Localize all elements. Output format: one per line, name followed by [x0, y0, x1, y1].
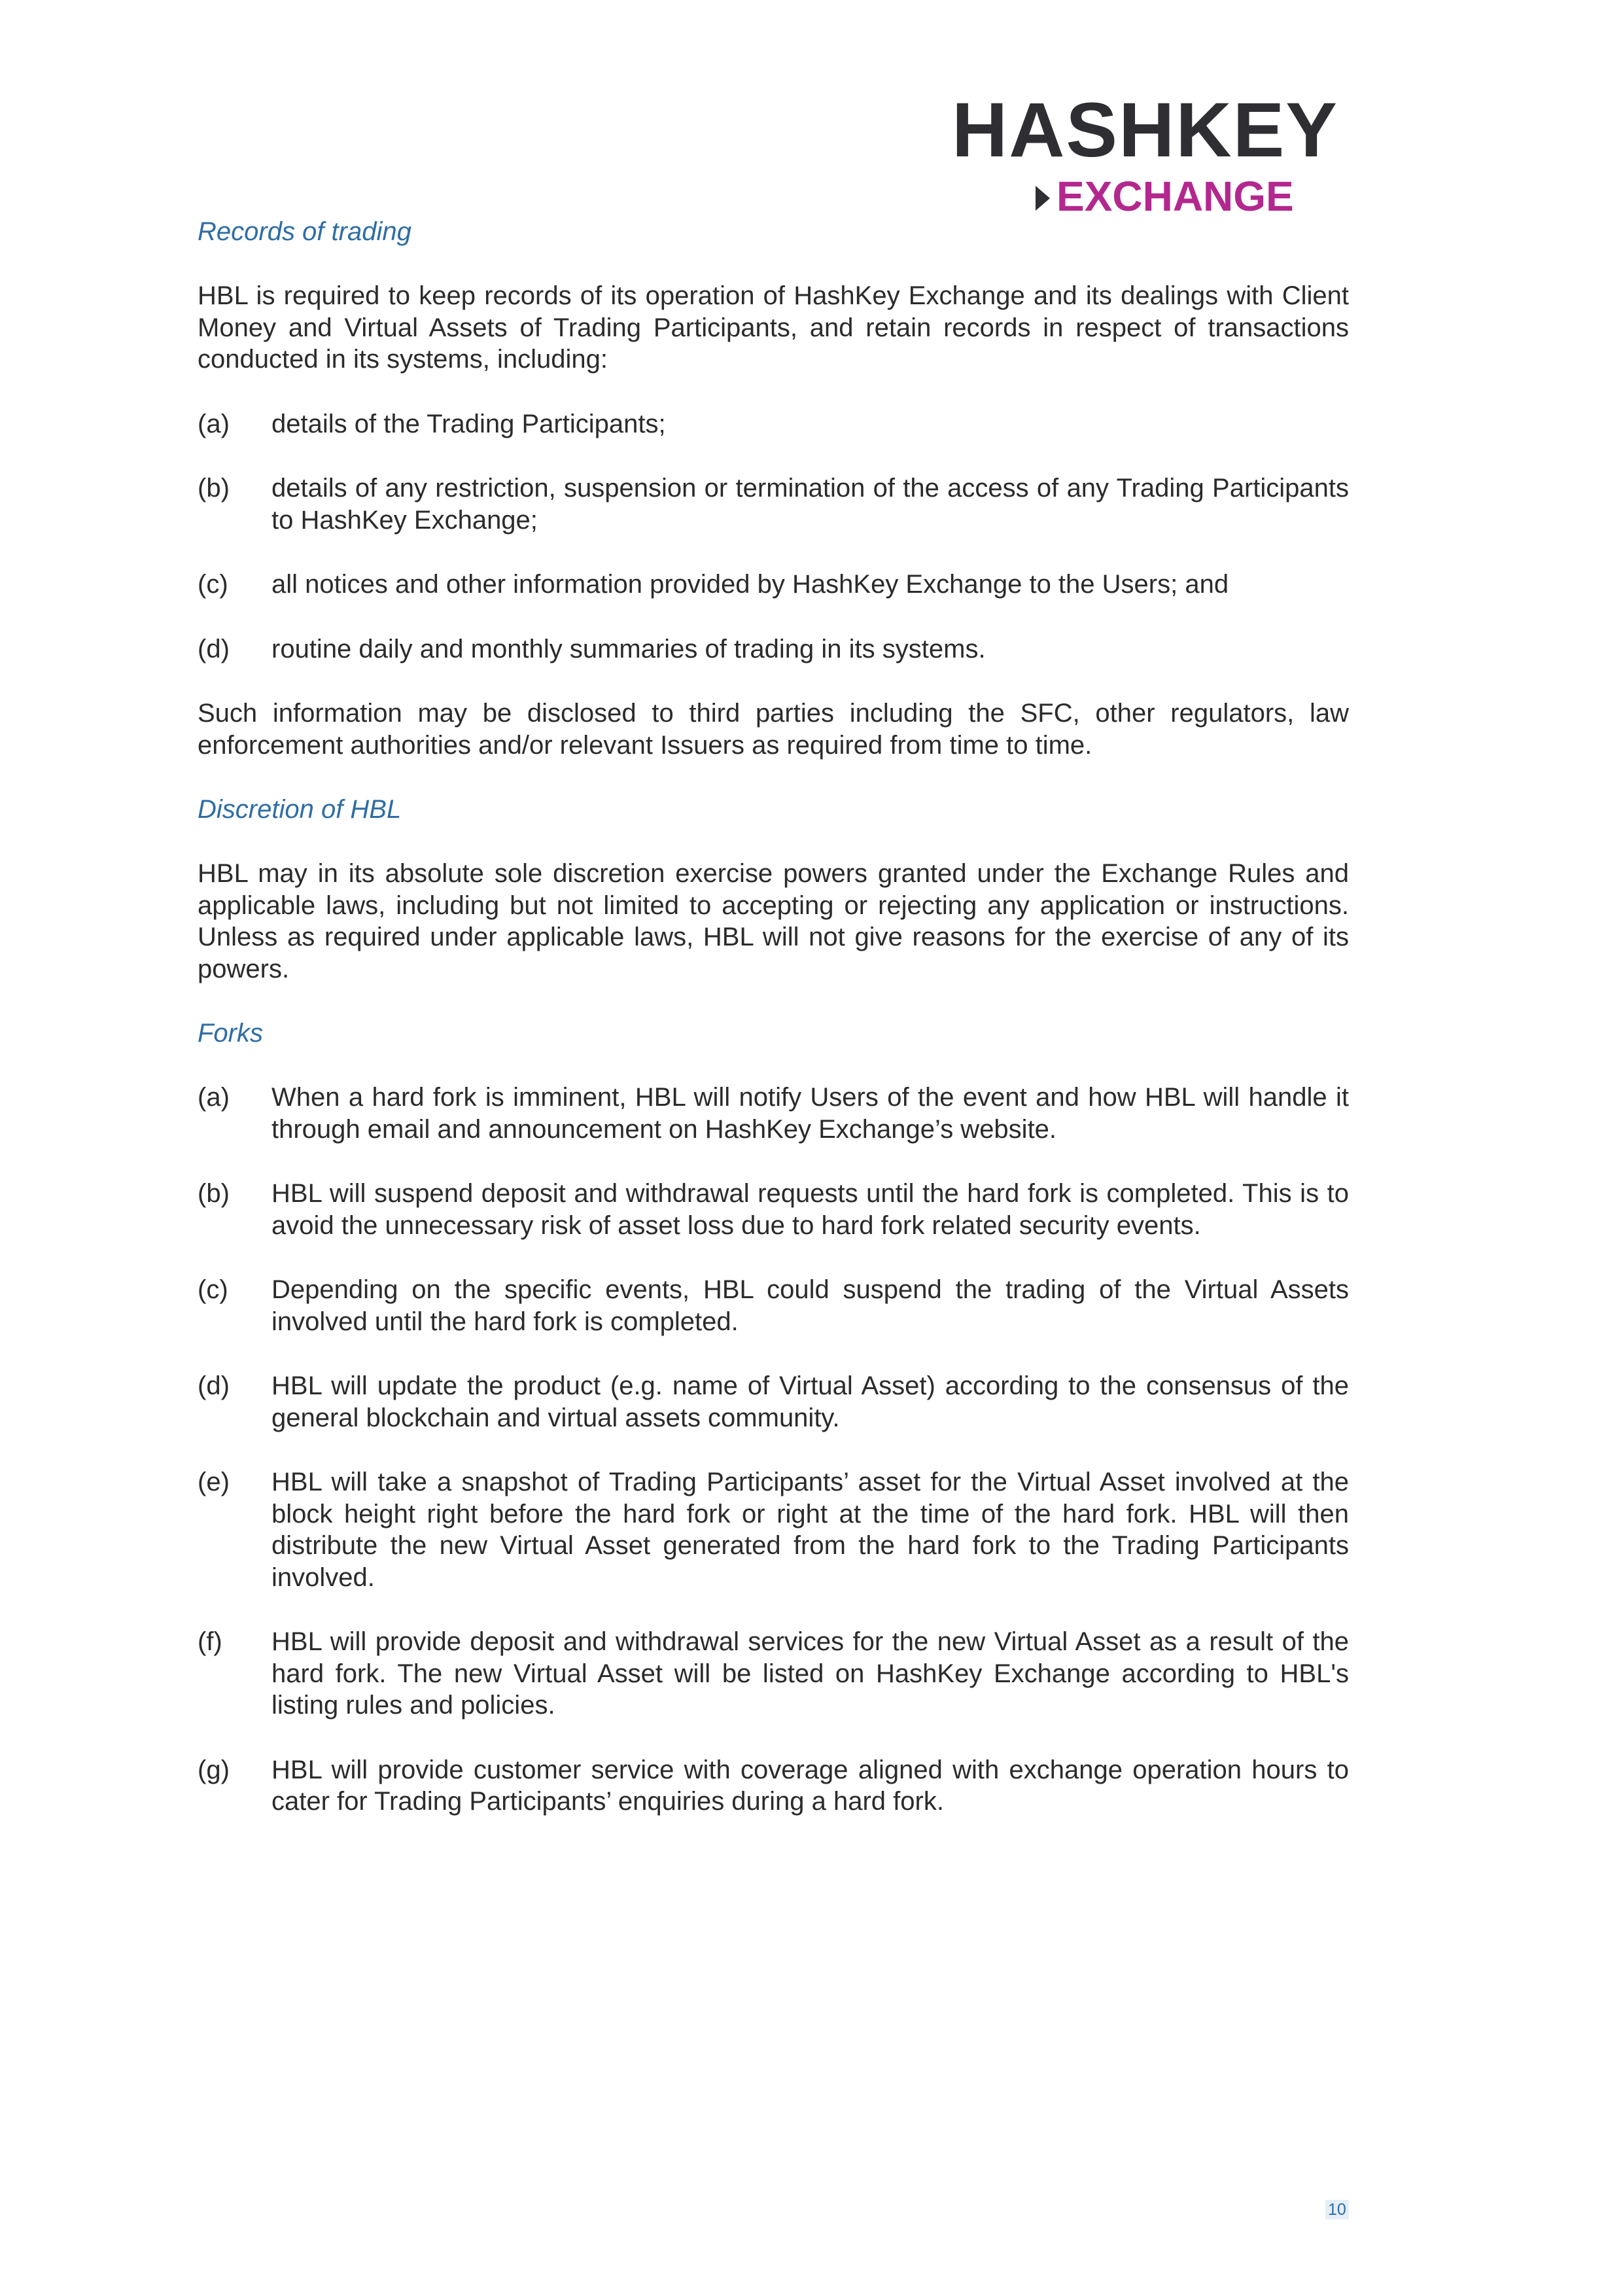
item-text: details of any restriction, suspension or termination of the access of any Trading Participants to HashKey Exchange;	[271, 474, 1349, 535]
item-label: (a)	[198, 1083, 230, 1112]
item-label: (e)	[198, 1468, 230, 1496]
item-label: (a)	[198, 409, 230, 438]
triangle-icon	[1036, 186, 1050, 211]
list-item	[198, 1082, 1349, 1145]
list-item	[198, 1178, 1349, 1241]
item-label: (b)	[198, 474, 230, 503]
section-heading: Forks	[198, 1019, 263, 1048]
item-text: HBL will suspend deposit and withdrawal requests until the hard fork is completed. This is to avoid the unnecessary risk of asset loss due to hard fork related security events.	[271, 1179, 1349, 1240]
item-label: (g)	[198, 1755, 230, 1784]
item-text: routine daily and monthly summaries of trading in its systems.	[271, 634, 986, 663]
section-heading: Records of trading	[198, 217, 411, 246]
list-item	[198, 472, 1349, 536]
item-label: (f)	[198, 1627, 222, 1656]
item-text: Depending on the specific events, HBL could suspend the trading of the Virtual Assets involved until the hard fork is completed.	[271, 1275, 1349, 1336]
list-item	[198, 633, 1349, 665]
item-text: all notices and other information provided by HashKey Exchange to the Users; and	[271, 570, 1229, 599]
list-item	[198, 1274, 1349, 1337]
item-text: When a hard fork is imminent, HBL will notify Users of the event and how HBL will handle it through email and announcement on HashKey Exchange’s website.	[271, 1083, 1349, 1144]
list-item	[198, 408, 1349, 440]
item-text: HBL will provide customer service with coverage aligned with exchange operation hours to cater for Trading Participants’ enquiries during a hard fork.	[271, 1755, 1349, 1816]
logo-wordmark: HASHKEY	[952, 87, 1338, 173]
item-label: (c)	[198, 1275, 228, 1304]
section-discretion-of-hbl	[198, 794, 1349, 985]
section-intro: HBL is required to keep records of its operation of HashKey Exchange and its dealings with Client Money and Virtual Assets of Trading Participants, and retain records in respect of transactions conducted in its systems, including:	[198, 281, 1349, 374]
list-item	[198, 1754, 1349, 1818]
document-body	[198, 216, 1349, 1850]
item-label: (d)	[198, 1371, 230, 1400]
section-forks	[198, 1017, 1349, 1818]
list-item	[198, 569, 1349, 601]
section-intro: HBL may in its absolute sole discretion exercise powers granted under the Exchange Rules and applicable laws, including but not limited to accepting or rejecting any application or instructions. Unless as required under applicable laws, HBL will not give reasons for the exercise of any of its powers.	[198, 859, 1349, 983]
item-text: details of the Trading Participants;	[271, 409, 666, 438]
section-records-of-trading	[198, 216, 1349, 761]
item-text: HBL will update the product (e.g. name of Virtual Asset) according to the consensus of the general blockchain and virtual assets community.	[271, 1371, 1349, 1432]
section-heading: Discretion of HBL	[198, 795, 402, 824]
list-item	[198, 1626, 1349, 1722]
list-item	[198, 1370, 1349, 1434]
item-text: HBL will provide deposit and withdrawal services for the new Virtual Asset as a result of the hard fork. The new Virtual Asset will be listed on HashKey Exchange according to HBL's listing rules and policies.	[271, 1627, 1349, 1720]
item-label: (b)	[198, 1179, 230, 1208]
logo-subtitle: EXCHANGE	[1056, 173, 1294, 220]
section-outro: Such information may be disclosed to third parties including the SFC, other regulators, law enforcement authorities and/or relevant Issuers as required from time to time.	[198, 699, 1349, 760]
item-label: (d)	[198, 634, 230, 663]
page-number: 10	[1325, 2200, 1349, 2219]
item-label: (c)	[198, 570, 228, 599]
item-text: HBL will take a snapshot of Trading Participants’ asset for the Virtual Asset involved at the block height right before the hard fork or right at the time of the hard fork. HBL will then distribute the new Virtual Asset generated from the hard fork to the Trading Participants involved.	[271, 1468, 1349, 1592]
list-item	[198, 1466, 1349, 1593]
hashkey-exchange-logo	[952, 87, 1344, 222]
